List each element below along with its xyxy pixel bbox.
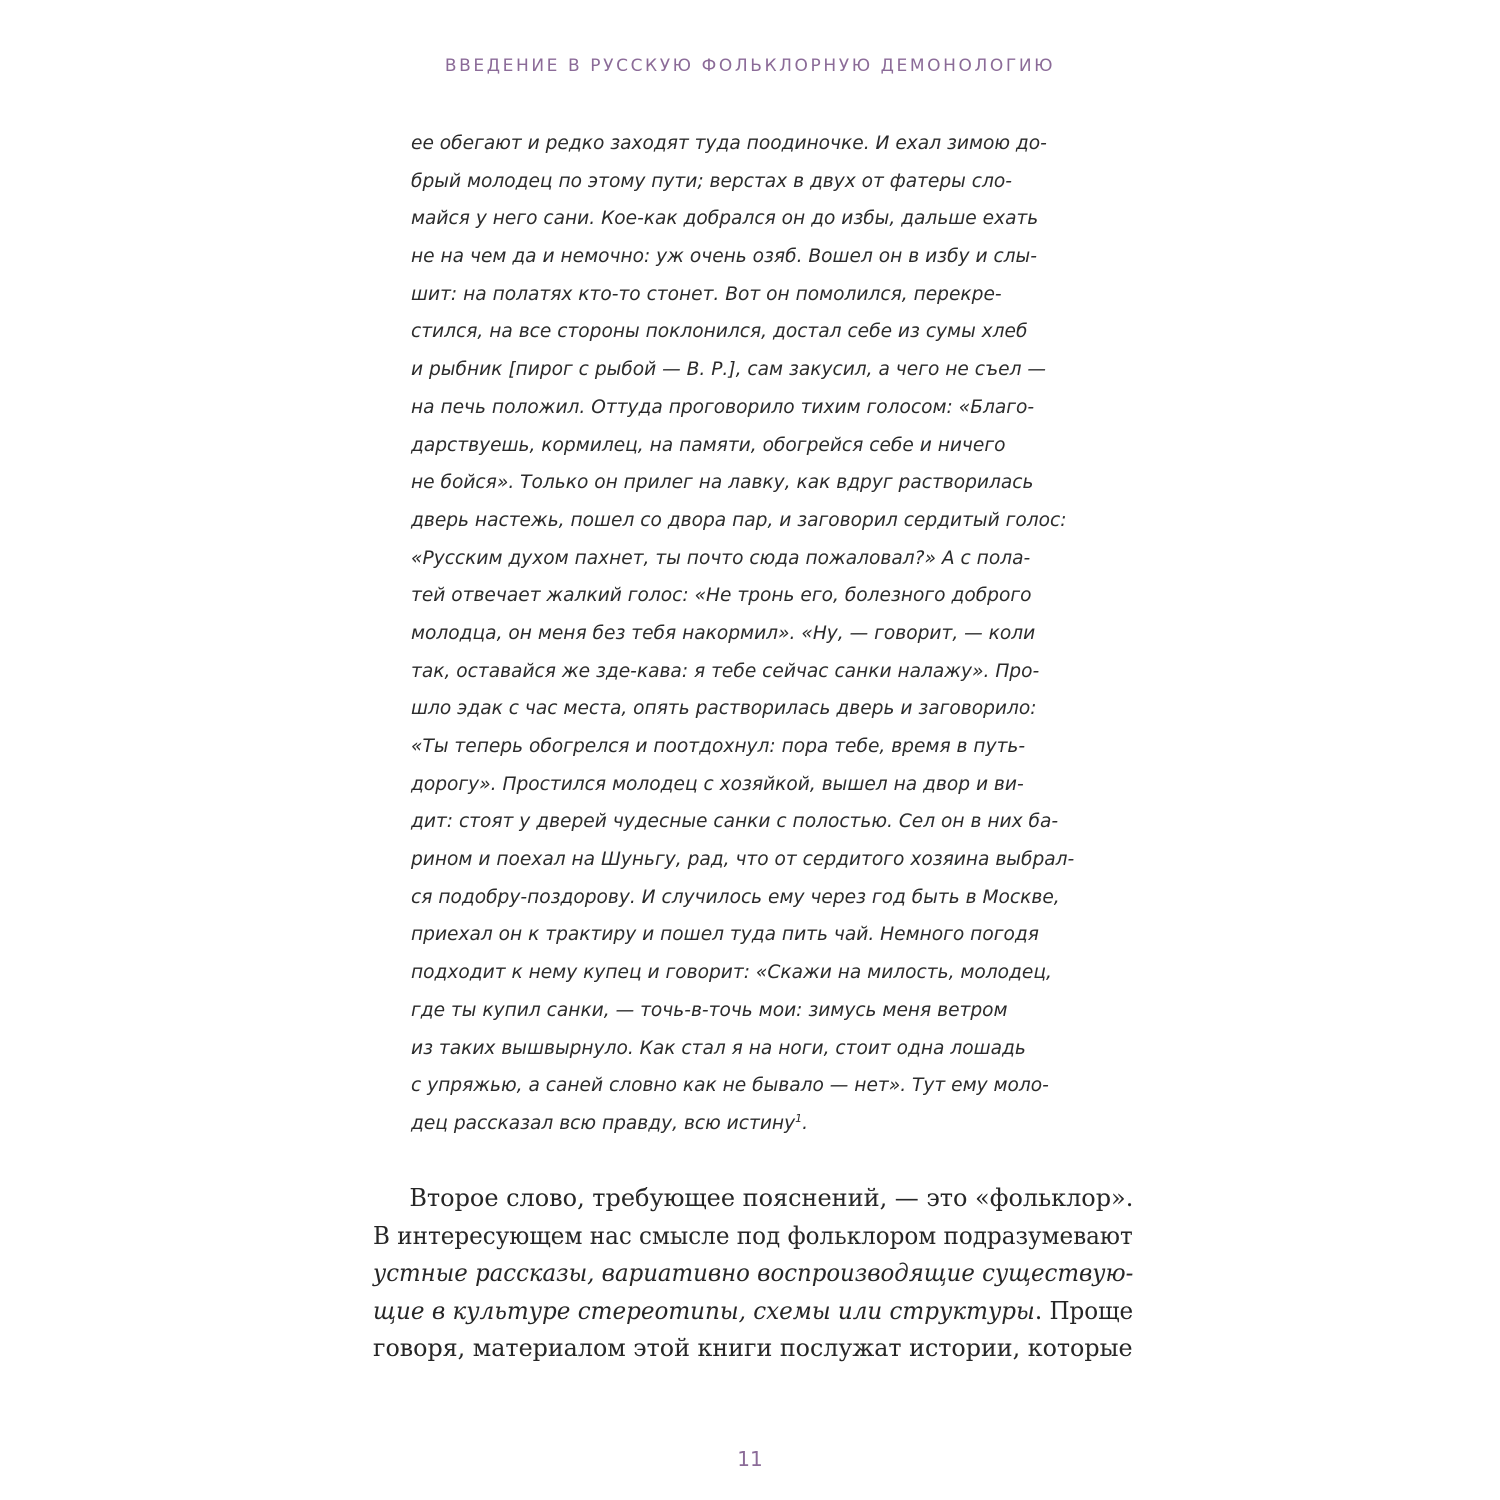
- quoted-folk-tale: [411, 125, 1131, 1143]
- body-line-emphasis: устные рассказы, вариативно воспроизводящие существую-: [373, 1258, 1134, 1288]
- quote-line: дорогу». Простился молодец с хозяйкой, вышел на двор и ви-: [411, 773, 1024, 795]
- body-line: говоря, материалом этой книги послужат истории, которые: [373, 1333, 1133, 1363]
- quote-line-text: дец рассказал всю правду, всю истину: [411, 1112, 796, 1134]
- quote-line: не бойся». Только он прилег на лавку, как вдруг растворилась: [411, 472, 1034, 494]
- body-line-rest: . Проще: [1034, 1295, 1134, 1325]
- quote-line: из таких вышвырнуло. Как стал я на ноги, стоит одна лошадь: [411, 1037, 1026, 1059]
- running-title: ВВЕДЕНИЕ В РУССКУЮ ФОЛЬКЛОРНУЮ ДЕМОНОЛОГИЮ: [444, 56, 1056, 76]
- body-line: Второе слово, требующее пояснений, — это «фольклор».: [409, 1183, 1134, 1212]
- quote-line: приехал он к трактиру и пошел туда пить чай. Немного погодя: [411, 924, 1039, 946]
- quote-line: ся подобру-поздорову. И случилось ему через год быть в Москве,: [411, 886, 1060, 908]
- quote-line: дверь настежь, пошел со двора пар, и заговорил сердитый голос:: [411, 509, 1067, 531]
- quote-line: брый молодец по этому пути; верстах в двух от фатеры сло-: [411, 170, 1012, 192]
- quote-final-period: .: [802, 1112, 808, 1134]
- quote-line: дит: стоят у дверей чудесные санки с полостью. Сел он в них ба-: [411, 811, 1059, 833]
- body-paragraph: [373, 1179, 1133, 1367]
- quote-line: тей отвечает жалкий голос: «Не тронь его, болезного доброго: [411, 585, 1032, 607]
- quote-line: не на чем да и немочно: уж очень озяб. Вошел он в избу и слы-: [411, 246, 1037, 268]
- quote-line: «Ты теперь обогрелся и поотдохнул: пора тебе, время в путь-: [411, 736, 1026, 757]
- quote-line: «Русским духом пахнет, ты почто сюда пожаловал?» А с пола-: [411, 547, 1031, 569]
- quote-line: подходит к нему купец и говорит: «Скажи на милость, молодец,: [411, 962, 1052, 984]
- quote-line: рином и поехал на Шуньгу, рад, что от сердитого хозяина выбрал-: [411, 849, 1075, 871]
- page-number: 11: [737, 1447, 763, 1471]
- body-line: В интересующем нас смысле под фольклором подразумевают: [373, 1220, 1133, 1250]
- quote-line: шло эдак с час места, опять растворилась дверь и заговорило:: [411, 698, 1037, 720]
- footnote-marker[interactable]: 1: [795, 1111, 803, 1125]
- quote-line: так, оставайся же зде-кава: я тебе сейчас санки налажу». Про-: [411, 660, 1040, 682]
- quote-line: где ты купил санки, — точь-в-точь мои: зимусь меня ветром: [411, 999, 1008, 1021]
- body-line: [373, 1292, 1134, 1330]
- quote-line: молодца, он меня без тебя накормил». «Ну, — говорит, — коли: [411, 622, 1036, 644]
- quote-line: на печь положил. Оттуда проговорило тихим голосом: «Благо-: [411, 396, 1035, 418]
- quote-line: майся у него сани. Кое-как добрался он до избы, дальше ехать: [411, 208, 1039, 230]
- quote-line: дарствуешь, кормилец, на памяти, обогрейся себе и ничего: [411, 434, 1006, 456]
- quote-line: шит: на полатях кто-то стонет. Вот он помолился, перекре-: [411, 283, 1002, 305]
- quote-line: стился, на все стороны поклонился, достал себе из сумы хлеб: [411, 321, 1028, 343]
- body-emphasis: щие в культуре стереотипы, схемы или структуры: [373, 1295, 1035, 1325]
- quote-line-last: [411, 1105, 1131, 1143]
- quote-line: ее обегают и редко заходят туда поодиночке. И ехал зимою до-: [411, 133, 1047, 154]
- quote-line: с упряжью, а саней словно как не бывало — нет». Тут ему моло-: [411, 1075, 1049, 1097]
- quote-line: и рыбник [пирог с рыбой — В. Р.], сам закусил, а чего не съел —: [411, 359, 1046, 381]
